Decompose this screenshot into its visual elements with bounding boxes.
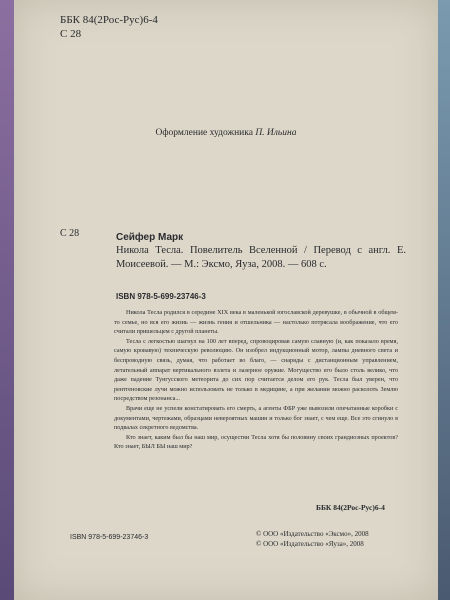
author-name: Сейфер Марк [116, 232, 184, 243]
book-cover-edge-right [438, 0, 450, 600]
copyright-line: © ООО «Издательство «Яуза», 2008 [256, 540, 364, 548]
footer-isbn: ISBN 978-5-699-23746-3 [70, 534, 149, 541]
entry-code: С 28 [60, 228, 80, 239]
abstract [114, 308, 398, 452]
copyright-line: © ООО «Издательство «Эксмо», 2008 [256, 530, 369, 538]
artist-credit [14, 128, 438, 138]
author-sign: С 28 [60, 28, 82, 40]
book-cover-edge-left [0, 0, 14, 600]
abstract-paragraph: Никола Тесла родился в середине XIX века в маленькой югославской деревушке, в обычной в общем-то семье, но вся его жизнь — жизнь гения и отшельника — настолько потрясала воображение, что его считали пришельцем с другой планеты. [114, 309, 398, 336]
footer-classification: ББК 84(2Рос-Рус)6-4 [316, 503, 385, 512]
artist-name: П. Ильина [255, 128, 297, 138]
artist-credit-prefix: Оформление художника [155, 128, 253, 138]
abstract-paragraph: Врачи еще не успели констатировать его смерть, а агенты ФБР уже вывозили опечатанные коробки с документами, чертежами, образцами невероятных машин и только бог знает, с чем еще. Все это сгинуло в подвалах секретного ведомства. [114, 404, 398, 432]
abstract-paragraph: Кто знает, каким был бы наш мир, осуществи Тесла хотя бы половину своих грандиозных проектов? Кто знает, БЫЛ БЫ наш мир? [114, 433, 398, 451]
bibliographic-description: Никола Тесла. Повелитель Вселенной / Перевод с англ. Е. Моисеевой. — М.: Эксмо, Яуза, 2008. — 608 с. [116, 245, 406, 270]
isbn-main: ISBN 978-5-699-23746-3 [116, 292, 206, 301]
abstract-paragraph: Тесла с легкостью шагнул на 100 лет вперед, спровоцировав самую славную (и, как показало время, самую кровавую) техническую революцию. Он изобрел индукционный мотор, лампы дневного света и беспроводную связь, думая, что работает во благо, — снаряды с дистанционным управлением, летательный аппарат вертикального взлета и лазерное оружие. Могущество его было столь велико, что даже падение Тунгусского метеорита до сих пор считается делом его рук. Тесла был уверен, что рентгеновские лучи можно использовать не только в медицине, а при желании можно расколоть Землю посредством резонанса... [114, 337, 398, 403]
book-page [14, 0, 438, 600]
classification-code: ББК 84(2Рос-Рус)6-4 [60, 14, 158, 26]
